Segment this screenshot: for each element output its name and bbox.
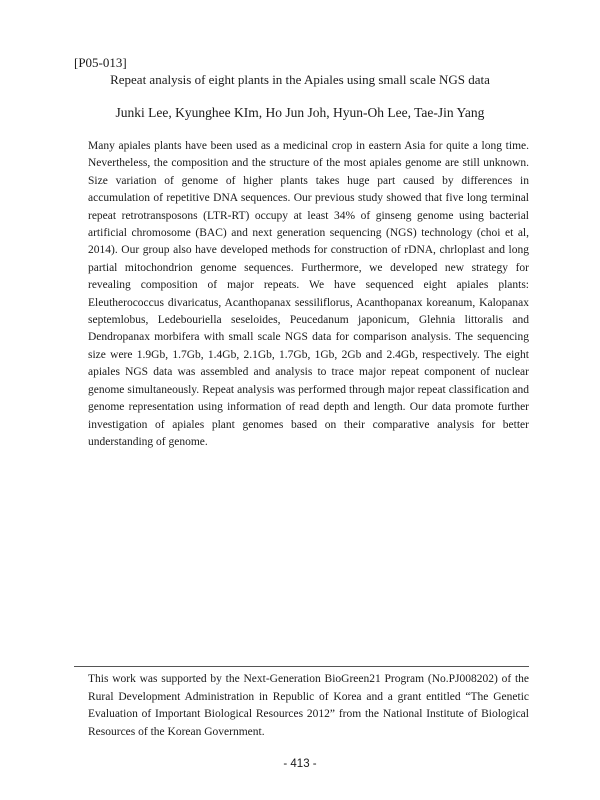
abstract-body <box>88 138 529 451</box>
abstract-text: Many apiales plants have been used as a medicinal crop in eastern Asia for quite a long time. Nevertheless, the composition and the structure of the most apiales genome are still unknown. Size variation of genome of higher plants takes huge part caused by differences in accumulation of repetitive DNA sequences. Our previous study showed that five long terminal repeat retrotransposons (LTR-RT) occupy at least 34% of ginseng genome using bacterial artificial chromosome (BAC) and next generation sequencing (NGS) technology (choi et al, 2014). Our group also have developed methods for construction of rDNA, chrloplast and long partial mitochondrion genome sequences. Furthermore, we developed new strategy for revealing composition of major repeats. We have sequenced eight apiales plants: Eleutherococcus divaricatus, Acanthopanax sessiliflorus, Acanthopanax koreanum, Kalopanax septemlobus, Ledebouriella seseloides, Peucedanum japonicum, Glehnia littoralis and Dendropanax morbifera with small scale NGS data for comparison analysis. The sequencing size were 1.9Gb, 1.7Gb, 1.4Gb, 2.1Gb, 1.7Gb, 1Gb, 2Gb and 2.4Gb, respectively. The eight apiales NGS data was assembled and analysis to trace major repeat component of nuclear genome simultaneously. Repeat analysis was performed through major repeat classification and genome representation using information of read depth and length. Our data promote further investigation of apiales plant genomes based on their comparative analysis for better understanding of genome. <box>88 140 529 448</box>
footnote-divider <box>74 666 529 667</box>
paper-title: Repeat analysis of eight plants in the Apiales using small scale NGS data <box>110 72 490 87</box>
page-number: - 413 - <box>283 758 317 770</box>
author-list: Junki Lee, Kyunghee KIm, Ho Jun Joh, Hyun-Oh Lee, Tae-Jin Yang <box>115 105 485 120</box>
poster-code: [P05-013] <box>74 55 127 70</box>
funding-footnote: This work was supported by the Next-Generation BioGreen21 Program (No.PJ008202) of the Rural Development Administration in Republic of Korea and a grant entitled “The Genetic Evaluation of Important Biological Resources 2012” from the National Institute of Biological Resources of the Korean Government. <box>88 673 529 738</box>
